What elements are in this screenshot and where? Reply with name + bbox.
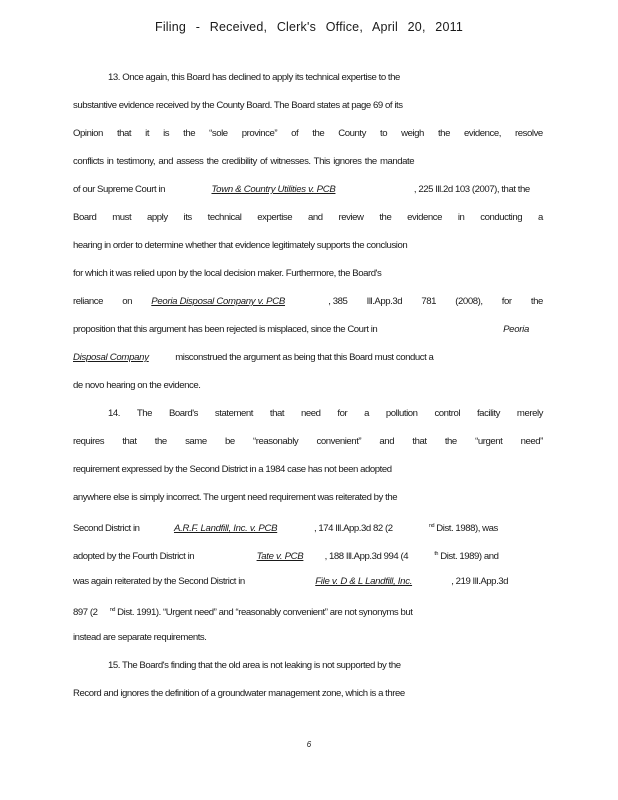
- text-word: “reasonably: [253, 436, 299, 447]
- text-line: [73, 324, 543, 336]
- case-citation: A.R.F. Landfill, Inc. v. PCB: [173, 523, 278, 535]
- text-line: 15. The Board's finding that the old area is not leaking is not supported by the: [108, 660, 401, 671]
- filing-header: Filing - Received, Clerk's Office, April 20, 2011: [154, 20, 463, 34]
- ordinal-suffix: nd: [428, 523, 435, 529]
- text-word: that: [412, 436, 427, 447]
- text-run: for: [501, 296, 512, 307]
- text-word: same: [185, 436, 207, 447]
- text-word: conducting: [480, 212, 523, 223]
- text-run: , 188 Ill.App.3d 994 (4: [324, 551, 409, 563]
- text-word: the: [444, 436, 457, 447]
- text-line: conflicts in testimony, and assess the credibility of witnesses. This ignores the mandate: [73, 156, 415, 167]
- text-line: requirement expressed by the Second District in a 1984 case has not been adopted: [73, 464, 392, 475]
- text-word: review: [338, 212, 364, 223]
- text-line: [73, 212, 543, 224]
- text-word: County: [338, 128, 366, 139]
- text-run: 781: [421, 296, 437, 307]
- text-word: evidence,: [463, 128, 502, 139]
- text-word: weigh: [401, 128, 424, 139]
- text-word: The: [136, 408, 153, 419]
- text-line: [73, 296, 543, 308]
- text-line: 13. Once again, this Board has declined to apply its technical expertise to the: [108, 72, 400, 83]
- text-run: Dist. 1989) and: [440, 551, 499, 563]
- text-run: was again reiterated by the Second District in: [73, 576, 245, 587]
- text-line: [73, 184, 543, 196]
- case-citation: File v. D & L Landfill, Inc.: [315, 576, 413, 587]
- text-run: , 385: [328, 296, 348, 307]
- text-word: “sole: [209, 128, 228, 139]
- text-word: and: [379, 436, 395, 447]
- text-word: the: [312, 128, 325, 139]
- text-line: [73, 436, 543, 448]
- text-word: province”: [241, 128, 278, 139]
- text-word: it: [145, 128, 150, 139]
- case-citation: Peoria: [503, 324, 529, 335]
- text-word: the: [379, 212, 392, 223]
- text-run: reliance: [73, 296, 103, 307]
- text-word: of: [291, 128, 299, 139]
- text-run: Second District in: [73, 523, 140, 535]
- text-word: expertise: [257, 212, 293, 223]
- text-word: that: [269, 408, 285, 419]
- text-line: [73, 548, 543, 563]
- text-run: the: [530, 296, 543, 307]
- case-citation: Town & Country Utilities v. PCB: [211, 184, 336, 195]
- case-citation: Peoria Disposal Company v. PCB: [151, 296, 286, 307]
- text-run: Dist. 1991). “Urgent need” and “reasonably convenient” are not synonyms but: [117, 607, 413, 619]
- text-run: misconstrued the argument as being that this Board must conduct a: [175, 352, 434, 363]
- text-word: “urgent: [475, 436, 503, 447]
- text-word: the: [154, 436, 167, 447]
- text-word: 14.: [108, 408, 120, 419]
- text-line: anywhere else is simply incorrect. The urgent need requirement was reiterated by the: [73, 492, 398, 503]
- text-word: to: [380, 128, 388, 139]
- text-word: Board's: [168, 408, 199, 419]
- text-run: proposition that this argument has been rejected is misplaced, since the Court in: [73, 324, 378, 335]
- text-word: a: [537, 212, 543, 223]
- text-word: for: [337, 408, 348, 419]
- text-word: pollution: [385, 408, 418, 419]
- text-run: , 174 Ill.App.3d 82 (2: [313, 523, 393, 535]
- text-word: its: [183, 212, 192, 223]
- text-word: need: [300, 408, 321, 419]
- text-word: resolve: [515, 128, 543, 139]
- page-number: 6: [306, 740, 312, 749]
- text-run: of our Supreme Court in: [73, 184, 166, 195]
- text-line: substantive evidence received by the County Board. The Board states at page 69 of its: [73, 100, 403, 111]
- text-run: 897 (2: [73, 607, 98, 619]
- ordinal-suffix: th: [434, 551, 439, 557]
- text-line: for which it was relied upon by the local decision maker. Furthermore, the Board's: [73, 268, 382, 279]
- text-word: control: [434, 408, 461, 419]
- text-line: [73, 128, 543, 140]
- text-line: Record and ignores the definition of a groundwater management zone, which is a three: [73, 688, 405, 699]
- text-line: hearing in order to determine whether that evidence legitimately supports the conclusion: [73, 240, 408, 251]
- text-line: instead are separate requirements.: [73, 632, 207, 643]
- text-word: that: [122, 436, 137, 447]
- text-word: the: [183, 128, 196, 139]
- text-line: de novo hearing on the evidence.: [73, 380, 201, 391]
- text-word: be: [225, 436, 235, 447]
- text-line: [73, 604, 543, 619]
- text-line: [73, 576, 543, 588]
- text-word: must: [112, 212, 132, 223]
- text-line: [73, 520, 543, 535]
- text-run: , 219 Ill.App.3d: [451, 576, 509, 587]
- text-word: a: [364, 408, 369, 419]
- case-citation: Tate v. PCB: [256, 551, 304, 563]
- text-word: and: [307, 212, 323, 223]
- text-line: [108, 408, 543, 420]
- text-run: Dist. 1988), was: [436, 523, 498, 535]
- text-word: merely: [516, 408, 543, 419]
- text-word: need”: [520, 436, 543, 447]
- text-run: , 225 Ill.2d 103 (2007), that the: [413, 184, 530, 195]
- text-word: Opinion: [73, 128, 103, 139]
- text-word: technical: [207, 212, 242, 223]
- text-word: statement: [214, 408, 253, 419]
- text-run: on: [122, 296, 133, 307]
- ordinal-suffix: nd: [109, 607, 115, 613]
- text-word: is: [163, 128, 170, 139]
- text-run: adopted by the Fourth District in: [73, 551, 195, 563]
- text-word: requires: [73, 436, 105, 447]
- text-line: [73, 352, 543, 364]
- text-word: Board: [73, 212, 97, 223]
- text-run: (2008),: [455, 296, 483, 307]
- text-word: in: [457, 212, 465, 223]
- text-word: that: [116, 128, 132, 139]
- text-word: evidence: [407, 212, 442, 223]
- text-word: facility: [476, 408, 501, 419]
- text-word: convenient”: [316, 436, 362, 447]
- case-citation: Disposal Company: [73, 352, 149, 363]
- text-run: Ill.App.3d: [366, 296, 403, 307]
- text-word: apply: [147, 212, 168, 223]
- text-word: the: [437, 128, 450, 139]
